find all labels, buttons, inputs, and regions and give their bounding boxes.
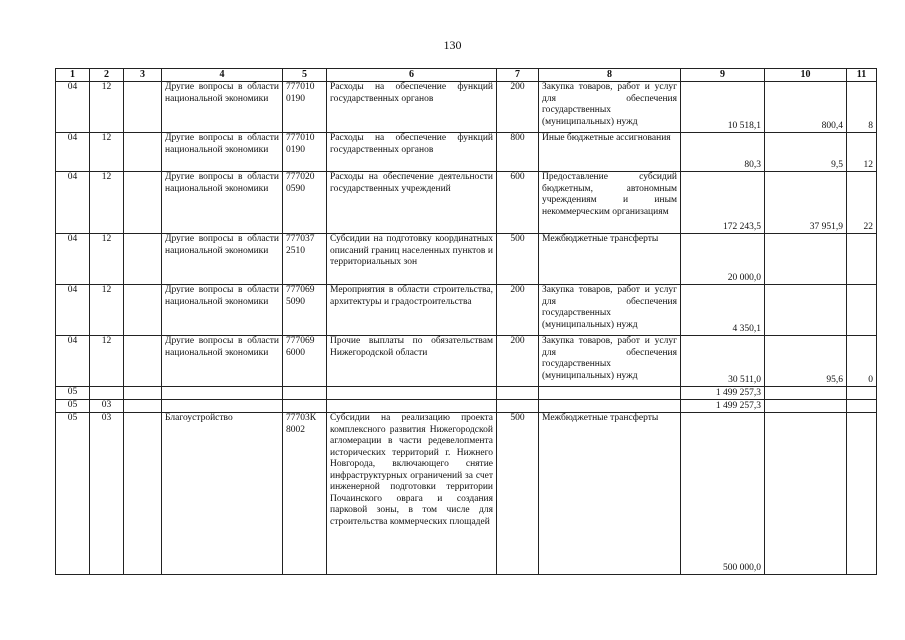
subsection-cell: 12 (90, 336, 124, 387)
kvr-name-cell: Предоставление субсидий бюджетным, автономным учреждениям и иным некоммерческим организациям (539, 172, 681, 234)
amount-cell: 80,3 (681, 133, 765, 172)
kvr-cell: 200 (497, 82, 539, 133)
col11-cell: 22 (847, 172, 877, 234)
kvr-name-cell: Закупка товаров, работ и услуг для обеспечения государственных (муниципальных) нужд (539, 285, 681, 336)
target-code-cell: 777069 5090 (283, 285, 327, 336)
amount2-cell (765, 285, 847, 336)
purpose-cell: Расходы на обеспечение функций государственных органов (327, 82, 497, 133)
subsection-cell: 12 (90, 82, 124, 133)
col11-cell (847, 285, 877, 336)
subsection-cell: 03 (90, 413, 124, 575)
amount-cell: 1 499 257,3 (681, 387, 765, 400)
name-cell: Благоустройство (162, 413, 283, 575)
amount2-cell (765, 413, 847, 575)
target-code-cell: 777037 2510 (283, 234, 327, 285)
subsection-cell: 12 (90, 285, 124, 336)
kvr-name-cell: Закупка товаров, работ и услуг для обеспечения государственных (муниципальных) нужд (539, 336, 681, 387)
section-cell: 04 (56, 234, 90, 285)
name-cell: Другие вопросы в области национальной экономики (162, 285, 283, 336)
subsection-total-row (56, 400, 877, 413)
header-cell: 11 (847, 69, 877, 82)
amount2-cell: 800,4 (765, 82, 847, 133)
kvr-cell: 200 (497, 336, 539, 387)
amount-cell: 30 511,0 (681, 336, 765, 387)
header-cell: 8 (539, 69, 681, 82)
amount-cell: 10 518,1 (681, 82, 765, 133)
subsection-cell: 12 (90, 133, 124, 172)
kvr-name-cell: Закупка товаров, работ и услуг для обеспечения государственных (муниципальных) нужд (539, 82, 681, 133)
header-cell: 10 (765, 69, 847, 82)
name-cell: Другие вопросы в области национальной экономики (162, 234, 283, 285)
amount2-cell: 95,6 (765, 336, 847, 387)
section-cell: 04 (56, 133, 90, 172)
header-cell: 5 (283, 69, 327, 82)
page-number: 130 (443, 38, 462, 52)
header-cell: 9 (681, 69, 765, 82)
section-cell: 04 (56, 285, 90, 336)
target-code-cell: 777020 0590 (283, 172, 327, 234)
kvr-name-cell: Иные бюджетные ассигнования (539, 133, 681, 172)
kvr-cell: 800 (497, 133, 539, 172)
section-cell: 05 (56, 413, 90, 575)
table-row (56, 336, 877, 387)
table-row (56, 413, 877, 575)
section-cell: 04 (56, 336, 90, 387)
kvr-name-cell: Межбюджетные трансферты (539, 234, 681, 285)
name-cell: Другие вопросы в области национальной экономики (162, 172, 283, 234)
kvr-cell: 500 (497, 413, 539, 575)
col11-cell: 0 (847, 336, 877, 387)
table-row (56, 82, 877, 133)
table-row (56, 133, 877, 172)
amount-cell: 4 350,1 (681, 285, 765, 336)
header-cell: 2 (90, 69, 124, 82)
header-cell: 4 (162, 69, 283, 82)
target-code-cell: 77703К 8002 (283, 413, 327, 575)
section-cell: 05 (56, 400, 90, 413)
col11-cell: 12 (847, 133, 877, 172)
kvr-cell: 600 (497, 172, 539, 234)
purpose-cell: Субсидии на подготовку координатных описаний границ населенных пунктов и территориальных зон (327, 234, 497, 285)
header-cell: 1 (56, 69, 90, 82)
amount2-cell: 9,5 (765, 133, 847, 172)
col11-cell: 8 (847, 82, 877, 133)
col11-cell (847, 413, 877, 575)
kvr-cell: 200 (497, 285, 539, 336)
amount-cell: 172 243,5 (681, 172, 765, 234)
table-row (56, 285, 877, 336)
section-cell: 04 (56, 82, 90, 133)
name-cell: Другие вопросы в области национальной экономики (162, 336, 283, 387)
table-row (56, 234, 877, 285)
target-code-cell: 777010 0190 (283, 133, 327, 172)
amount-cell: 20 000,0 (681, 234, 765, 285)
purpose-cell: Расходы на обеспечение деятельности государственных учреждений (327, 172, 497, 234)
subsection-cell: 03 (90, 400, 124, 413)
header-cell: 7 (497, 69, 539, 82)
purpose-cell: Расходы на обеспечение функций государственных органов (327, 133, 497, 172)
amount2-cell (765, 234, 847, 285)
col11-cell (847, 234, 877, 285)
target-code-cell: 777069 6000 (283, 336, 327, 387)
amount2-cell: 37 951,9 (765, 172, 847, 234)
name-cell: Другие вопросы в области национальной экономики (162, 82, 283, 133)
section-cell: 04 (56, 172, 90, 234)
kvr-cell: 500 (497, 234, 539, 285)
subsection-cell: 12 (90, 234, 124, 285)
kvr-name-cell: Межбюджетные трансферты (539, 413, 681, 575)
section-total-row (56, 387, 877, 400)
amount-cell: 500 000,0 (681, 413, 765, 575)
amount-cell: 1 499 257,3 (681, 400, 765, 413)
budget-table (55, 68, 877, 575)
section-cell: 05 (56, 387, 90, 400)
table-row (56, 172, 877, 234)
name-cell: Другие вопросы в области национальной экономики (162, 133, 283, 172)
header-cell: 3 (124, 69, 162, 82)
purpose-cell: Прочие выплаты по обязательствам Нижегородской области (327, 336, 497, 387)
target-code-cell: 777010 0190 (283, 82, 327, 133)
header-cell: 6 (327, 69, 497, 82)
header-row (56, 69, 877, 82)
purpose-cell: Субсидии на реализацию проекта комплексного развития Нижегородской агломерации в части редевелопмента исторических территорий г. Нижнего Новгорода, включающего снятие инфраструктурных ограничений за счет инженерной подготовки территории Почаинского оврага и создания парковой зоны, в том числе для строительства коммерческих площадей (327, 413, 497, 575)
purpose-cell: Мероприятия в области строительства, архитектуры и градостроительства (327, 285, 497, 336)
subsection-cell: 12 (90, 172, 124, 234)
